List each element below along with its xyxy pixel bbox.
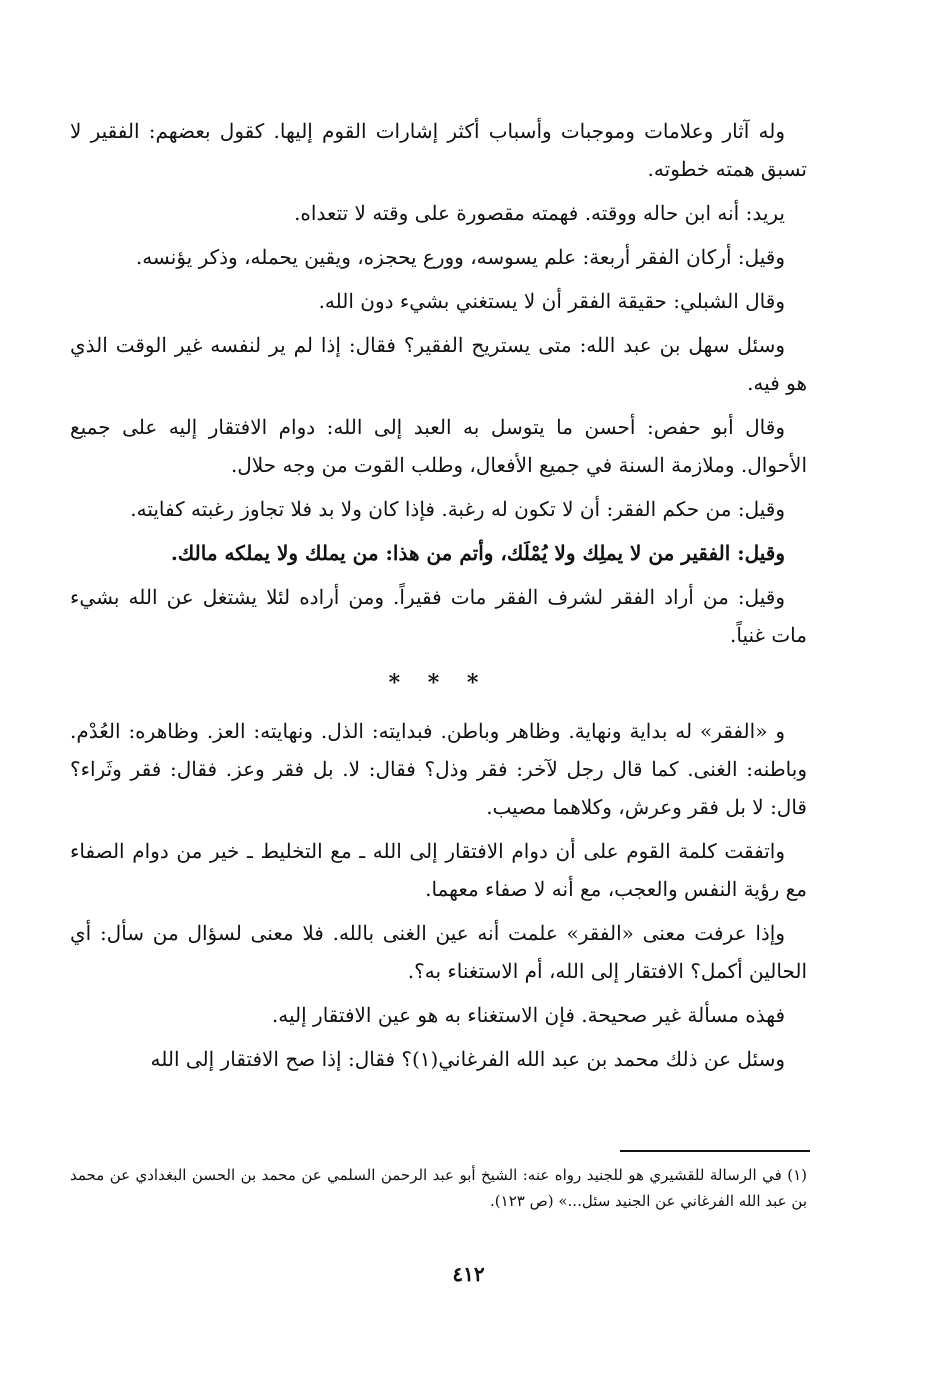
paragraph: وله آثار وعلامات وموجبات وأسباب أكثر إشارات القوم إليها. كقول بعضهم: الفقير لا تسبق همته خطوته.: [70, 119, 807, 181]
paragraph: وقيل: من أراد الفقر لشرف الفقر مات فقيراً. ومن أراده لئلا يشتغل عن الله بشيء مات غنياً.: [70, 585, 807, 647]
section-separator: * * *: [388, 670, 489, 696]
paragraph: وسئل سهل بن عبد الله: متى يستريح الفقير؟ فقال: إذا لم ير لنفسه غير الوقت الذي هو فيه.: [70, 333, 807, 395]
paragraph: وقيل: أركان الفقر أربعة: علم يسوسه، وورع يحجزه، ويقين يحمله، وذكر يؤنسه.: [135, 245, 785, 269]
paragraph-bold: وقيل: الفقير من لا يملِك ولا يُمْلَك، وأتم من هذا: من يملك ولا يملكه مالك.: [170, 541, 785, 565]
paragraph: وإذا عرفت معنى «الفقر» علمت أنه عين الغنى بالله. فلا معنى لسؤال من سأل: أي الحالين أكمل؟ الافتقار إلى الله، أم الاستغناء به؟.: [70, 921, 807, 983]
paragraph: و «الفقر» له بداية ونهاية. وظاهر وباطن. فبدايته: الذل. ونهايته: العز. وظاهره: العُدْم. وباطنه: الغنى. كما قال رجل لآخر: فقر وذل؟ فقال: لا. بل فقر وعز. فقال: فقر وثَراء؟ قال: لا بل فقر وعرش، وكلاهما مصيب.: [70, 719, 807, 819]
paragraph: وقال الشبلي: حقيقة الفقر أن لا يستغني بشيء دون الله.: [318, 289, 785, 313]
page-number: ٤١٢: [452, 1262, 485, 1286]
main-text: [70, 112, 807, 1084]
paragraph: فهذه مسألة غير صحيحة. فإن الاستغناء به هو عين الافتقار إليه.: [271, 1003, 785, 1027]
paragraph: وقال أبو حفص: أحسن ما يتوسل به العبد إلى الله: دوام الافتقار إليه على جميع الأحوال. وملازمة السنة في جميع الأفعال، وطلب القوت من وجه حلال.: [70, 415, 807, 477]
footnote-divider: [620, 1150, 810, 1152]
paragraph: يريد: أنه ابن حاله ووقته. فهمته مقصورة على وقته لا تتعداه.: [294, 201, 785, 225]
paragraph: وقيل: من حكم الفقر: أن لا تكون له رغبة. فإذا كان ولا بد فلا تجاوز رغبته كفايته.: [130, 497, 785, 521]
footnote: (١) في الرسالة للقشيري هو للجنيد رواه عنه: الشيخ أبو عبد الرحمن السلمي عن محمد بن الحسن البغدادي عن محمد بن عبد الله الفرغاني عن الجنيد سئل...» (ص ١٢٣).: [70, 1166, 807, 1210]
paragraph: وسئل عن ذلك محمد بن عبد الله الفرغاني(١)؟ فقال: إذا صح الافتقار إلى الله: [150, 1047, 785, 1071]
paragraph: واتفقت كلمة القوم على أن دوام الافتقار إلى الله ـ مع التخليط ـ خير من دوام الصفاء مع رؤية النفس والعجب، مع أنه لا صفاء معهما.: [70, 839, 807, 901]
